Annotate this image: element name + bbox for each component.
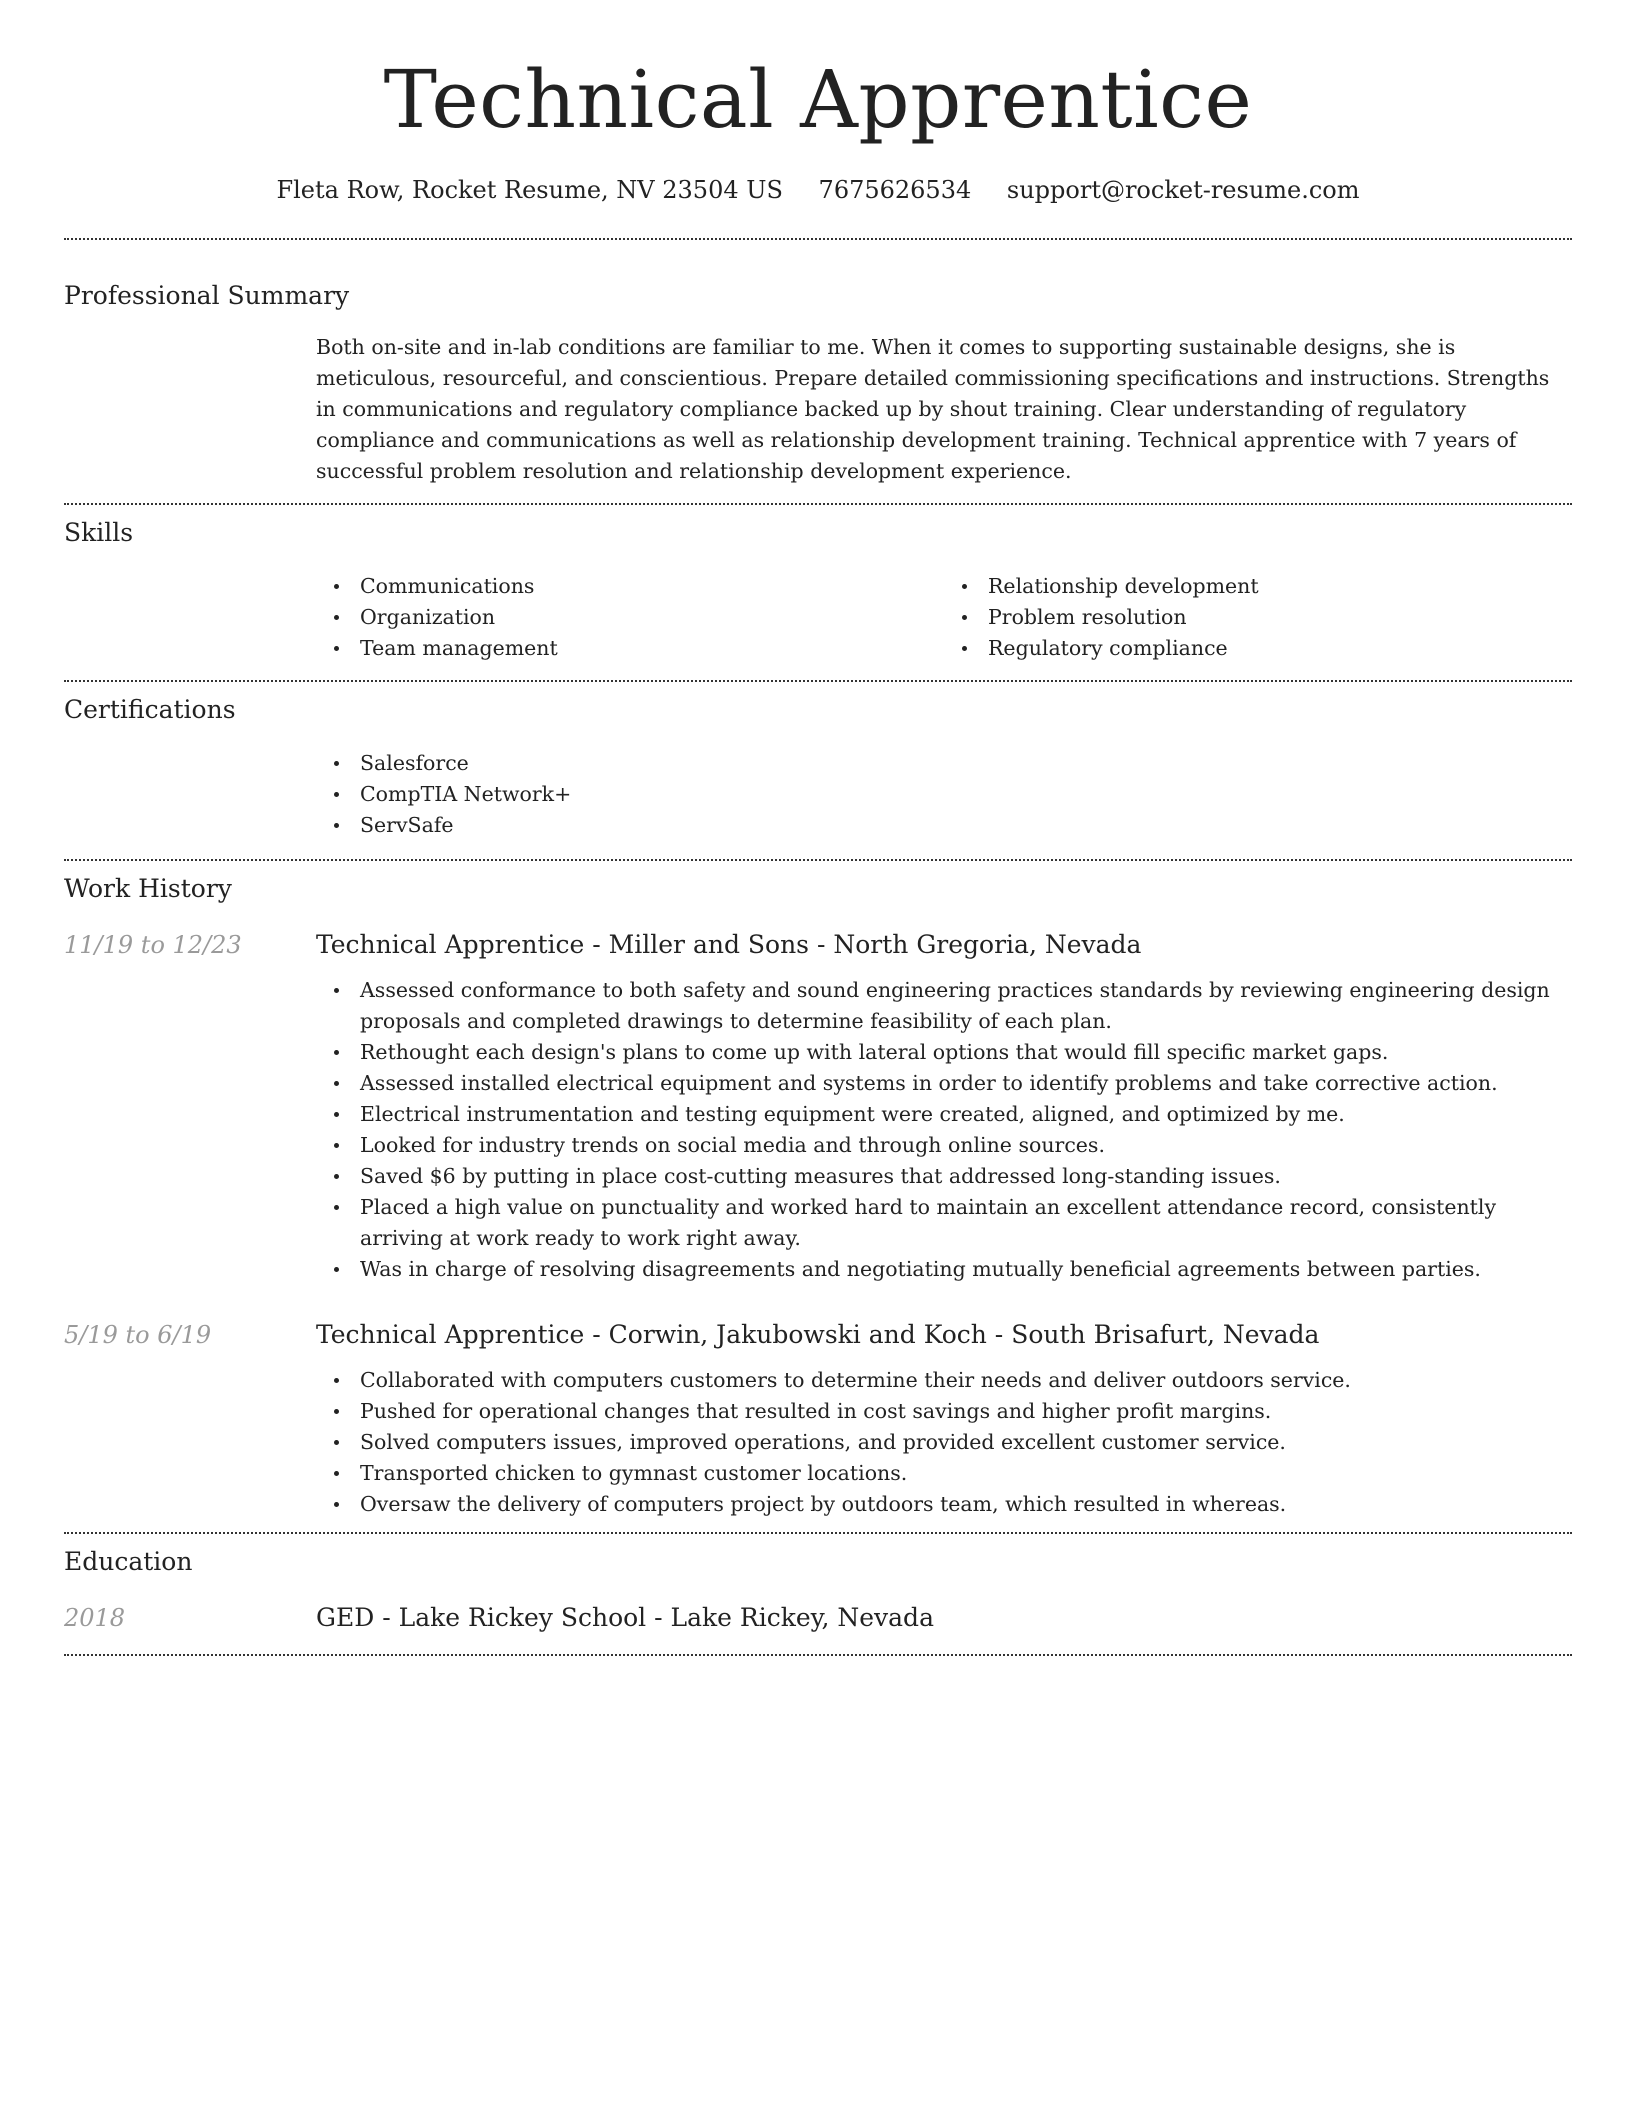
skill-item: Problem resolution: [988, 602, 1572, 633]
job-bullet: Solved computers issues, improved operations, and provided excellent customer service.: [360, 1427, 1572, 1458]
job-bullet: Rethought each design's plans to come up with lateral options that would fill specific market gaps.: [360, 1037, 1572, 1068]
job-dates: 5/19 to 6/19: [64, 1321, 212, 1349]
contact-line: [64, 174, 1572, 206]
job-bullet: Saved $6 by putting in place cost-cutting measures that addressed long-standing issues.: [360, 1161, 1572, 1192]
education-title: Education: [64, 1547, 193, 1576]
job-bullets-wrap: [316, 1365, 1572, 1520]
skill-item: Communications: [360, 571, 944, 602]
job-bullet: Collaborated with computers customers to determine their needs and deliver outdoors service.: [360, 1365, 1572, 1396]
job-bullet: Pushed for operational changes that resulted in cost savings and higher profit margins.: [360, 1396, 1572, 1427]
job-bullets: [316, 975, 1572, 1285]
job-header: [64, 1319, 1572, 1351]
job-bullet: Was in charge of resolving disagreements and negotiating mutually beneficial agreements between parties.: [360, 1254, 1572, 1285]
job-bullet: Transported chicken to gymnast customer locations.: [360, 1458, 1572, 1489]
job-dates: 11/19 to 12/23: [64, 931, 242, 959]
skill-item: Team management: [360, 633, 944, 664]
job-entry: [64, 929, 1572, 1285]
skills-title: Skills: [64, 518, 134, 547]
job-bullet: Assessed conformance to both safety and sound engineering practices standards by reviewing engineering design proposals and completed drawings to determine feasibility of each plan.: [360, 975, 1572, 1037]
section-divider: [64, 1654, 1572, 1656]
skill-item: Organization: [360, 602, 944, 633]
summary-text: Both on-site and in-lab conditions are familiar to me. When it comes to supporting sustainable designs, she is meticulous, resourceful, and conscientious. Prepare detailed commissioning specifications and instructions. Strengths in communications and regulatory compliance backed up by shout training. Clear understanding of regulatory compliance and communications as well as relationship development training. Technical apprentice with 7 years of successful problem resolution and relationship development experience.: [316, 335, 1550, 483]
contact-address: Fleta Row, Rocket Resume, NV 23504 US: [276, 176, 783, 204]
skills-grid: [316, 571, 1572, 664]
education-section: [64, 1534, 1572, 1634]
job-entry: [64, 1319, 1572, 1520]
job-heading: Technical Apprentice - Miller and Sons - North Gregoria, Nevada: [316, 930, 1142, 959]
skills-list-left: [316, 571, 944, 664]
job-bullet: Oversaw the delivery of computers project by outdoors team, which resulted in whereas.: [360, 1489, 1572, 1520]
certification-item: Salesforce: [360, 748, 1572, 779]
skills-section: [64, 505, 1572, 664]
job-bullet: Placed a high value on punctuality and worked hard to maintain an excellent attendance record, consistently arriving at work ready to work right away.: [360, 1192, 1572, 1254]
work-history-section: [64, 861, 1572, 1520]
certifications-section: [64, 682, 1572, 841]
certification-item: CompTIA Network+: [360, 779, 1572, 810]
certification-item: ServSafe: [360, 810, 1572, 841]
certifications-list: [316, 748, 1572, 841]
skill-item: Regulatory compliance: [988, 633, 1572, 664]
job-bullet: Looked for industry trends on social media and through online sources.: [360, 1130, 1572, 1161]
education-entry: [64, 1602, 1572, 1634]
candidate-name: Technical Apprentice: [383, 53, 1253, 146]
education-year: 2018: [64, 1604, 126, 1632]
contact-email[interactable]: support@rocket-resume.com: [1006, 176, 1360, 204]
contact-phone: 7675626534: [818, 176, 972, 204]
education-heading: GED - Lake Rickey School - Lake Rickey, Nevada: [316, 1603, 934, 1632]
certifications-content: [316, 748, 1572, 841]
skills-list-right: [944, 571, 1572, 664]
job-bullets: [316, 1365, 1572, 1520]
job-bullets-wrap: [316, 975, 1572, 1285]
job-bullet: Assessed installed electrical equipment and systems in order to identify problems and take corrective action.: [360, 1068, 1572, 1099]
work-history-title: Work History: [64, 874, 232, 903]
skill-item: Relationship development: [988, 571, 1572, 602]
certifications-title: Certifications: [64, 695, 236, 724]
job-heading: Technical Apprentice - Corwin, Jakubowski and Koch - South Brisafurt, Nevada: [316, 1320, 1320, 1349]
job-bullet: Electrical instrumentation and testing equipment were created, aligned, and optimized by me.: [360, 1099, 1572, 1130]
summary-title: Professional Summary: [64, 281, 350, 310]
job-header: [64, 929, 1572, 961]
summary-section: [64, 240, 1572, 487]
resume-page: [64, 0, 1572, 1656]
